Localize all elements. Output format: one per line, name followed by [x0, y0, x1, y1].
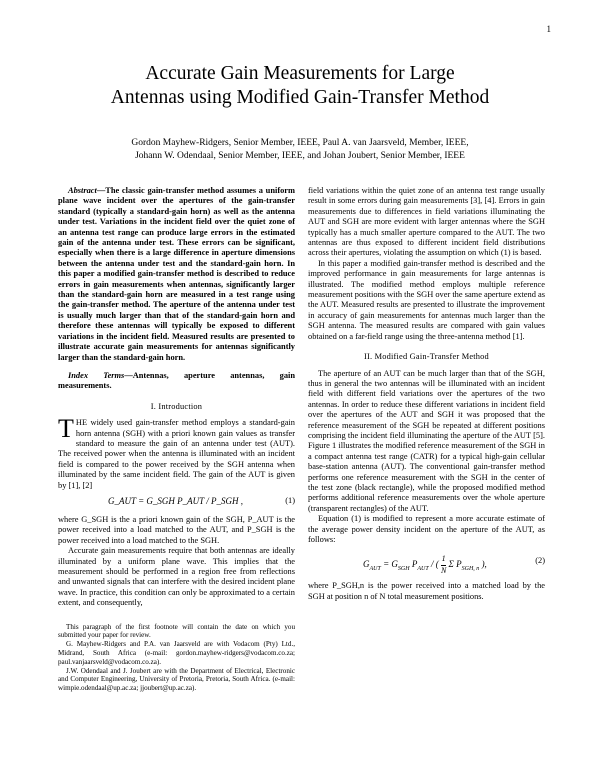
section-2-heading: II. Modified Gain-Transfer Method	[364, 352, 489, 362]
right-paragraph-1: field variations within the quiet zone of an antenna test range usually result in some errors during gain measurements [3], [4]. Errors in gain measurements due to differences in field variations illuminating the AUT and SGH are more evident with larger antennas where the SGH typically has a much smaller aperture compared to the AUT. The two antennas are thus exposed to different incident field distributions across their apertures, violating the assumption on which (1) is based.	[308, 186, 545, 258]
paper-title	[40, 62, 560, 110]
equation-1	[58, 494, 295, 512]
footnotes	[58, 623, 295, 693]
intro-paragraph-3: Accurate gain measurements require that both antennas are ideally illuminated by a uniform plane wave. This implies that the measurement should be performed in a region free from reflections and unwanted signals that can interfere with the desired incident plane wave. In practice, this condition can only be approximated to a certain extent, and consequently,	[58, 546, 295, 608]
abstract-label: Abstract	[68, 186, 97, 195]
right-paragraph-2: In this paper a modified gain-transfer method is described and the improved performance in gain measurements for large antennas is illustrated. The modified method employs multiple reference measurement positions with the SGH over the same aperture extend as the AUT. Measured results are presented to illustrate the improvement in accuracy of gain measurements for antennas much larger than the SGH antenna. The measured results are compared with gain values obtained on a far-field range using the three-antenna method [1].	[308, 258, 545, 341]
authors-line-2: Johann W. Odendaal, Senior Member, IEEE, and Johan Joubert, Senior Member, IEEE	[135, 151, 465, 161]
index-terms	[58, 371, 295, 392]
method-paragraph-2: Equation (1) is modified to represent a more accurate estimate of the average power density incident on the aperture of the AUT, as follows:	[308, 514, 545, 544]
method-paragraph-1: The aperture of an AUT can be much larger than that of the SGH, thus in general the two antennas will be illuminated with an incident field with different field variations over the apertures of the two antennas. In order to reduce these different variations in incident field over the apertures of the AUT and SGH it was proposed that the reference measurement of the SGH be repeated at different positions comprising the incident field illuminating the aperture of the AUT [5]. Figure 1 illustrates the modified reference measurement of the SGH in a compact antenna test range (CATR) for a typical high-gain cellular base-station antenna (AUT). The conventional gain-transfer method performs one reference measurement with the SGH in the center of the test zone (black rectangle), while the proposed modified method performs additional reference measurements over the whole aperture (transparent rectangles) of the AUT.	[308, 368, 545, 513]
title-line-1: Accurate Gain Measurements for Large	[145, 63, 455, 84]
abstract-text: —The classic gain-transfer method assumes a uniform plane wave incident over the apertures of the gain-transfer standard (typically a standard-gain horn) as well as the antenna under test. Variations in the incident field over the quiet zone of an antenna test range can produce large errors in the estimated gain of the antenna under test. These errors can be significant, especially when there is a large difference in aperture dimensions between the antenna under test and the standard-gain horn. In this paper a modified gain-transfer method is described to reduce errors in gain measurements when antennas, significantly larger than the standard-gain horn are measured in a test range using the gain-transfer method. The aperture of the antenna under test is usually much larger than that of the standard-gain horn and therefore these antennas will typically be exposed to different variations in the incident field. Measured results are presented to illustrate accurate gain measurements for antennas significantly larger than the standard-gain horn.	[58, 186, 295, 362]
equation-2-number: (2)	[535, 556, 545, 566]
footnote-2: G. Mayhew-Ridgers and P.A. van Jaarsveld are with Vodacom (Pty) Ltd., Midrand, South Africa (e-mail: gordon.mayhew-ridgers@vodacom.co.za; paul.vanjaarsveld@vodacom.co.za).	[58, 640, 295, 666]
equation-1-formula: G_AUT = G_SGH P_AUT / P_SGH ,	[108, 495, 243, 506]
title-line-2: Antennas using Modified Gain-Transfer Method	[110, 87, 490, 108]
equation-1-number: (1)	[285, 495, 295, 505]
intro-paragraph-2: where G_SGH is the a priori known gain of the SGH, P_AUT is the power received into a load matched to the AUT, and P_SGH is the power received into a load matched to the SGH.	[58, 514, 295, 545]
index-terms-text: —Antennas, aperture antennas, gain measurements.	[58, 370, 295, 391]
authors-line-1: Gordon Mayhew-Ridgers, Senior Member, IEEE, Paul A. van Jaarsveld, Member, IEEE,	[131, 138, 469, 148]
section-1-heading: I. Introduction	[150, 401, 203, 411]
abstract	[58, 186, 295, 363]
footnote-1: This paragraph of the first footnote will contain the date on which you submitted your paper for review.	[58, 622, 295, 640]
right-column	[308, 186, 545, 602]
equation-2-formula: $G_{AUT} = G_{SGH}$ $P_{AUT}$ / ( 1 N Σ $P_{SGH, n}$ ),	[363, 554, 487, 575]
footnote-3: J.W. Odendaal and J. Joubert are with the Department of Electrical, Electronic and Computer Engineering, University of Pretoria, Pretoria, South Africa. (e-mail: wimpie.odendaal@up.ac.za; jjoubert@up.ac.za).	[58, 666, 295, 693]
index-terms-label: Index Terms	[68, 370, 125, 380]
left-column	[58, 186, 295, 693]
author-list	[40, 137, 560, 163]
intro-paragraph-1: THE widely used gain-transfer method employs a standard-gain horn antenna (SGH) with a priori known gain values as transfer standard to measure the gain of an antenna under test (AUT). The received power when the antenna is illuminated with an incident field is compared to the power received by the SGH antenna when illuminated by the same incident field. The gain of the AUT is given by [1], [2]	[58, 414, 295, 490]
equation-2	[308, 548, 545, 578]
page-number: 1	[546, 24, 551, 34]
method-paragraph-3: where P_SGH,n is the power received into a matched load by the SGH at position n of N total measurement positions.	[308, 581, 545, 601]
drop-cap: T	[58, 414, 74, 444]
